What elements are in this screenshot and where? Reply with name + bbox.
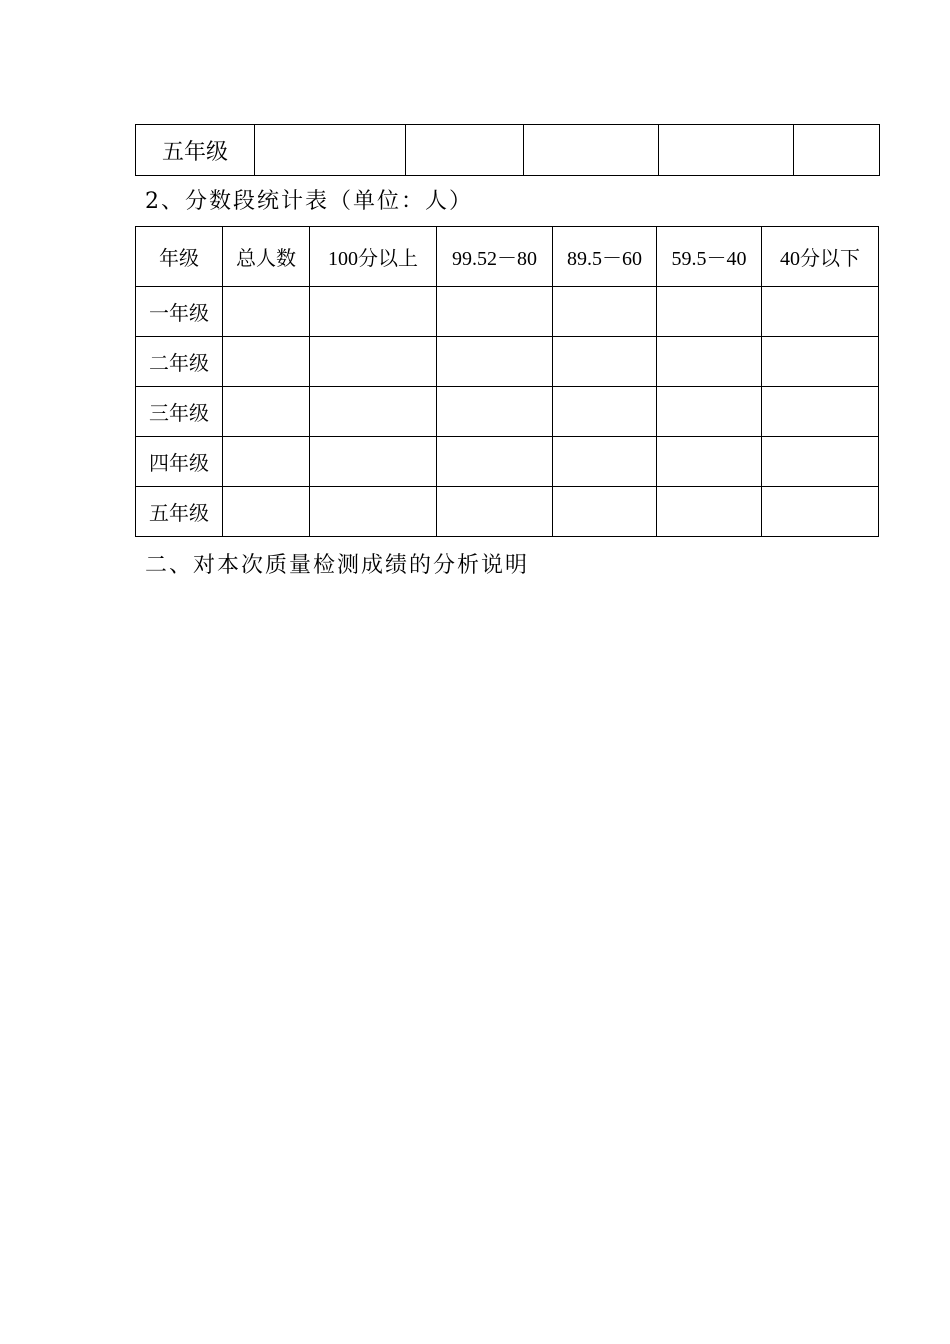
table-cell bbox=[437, 437, 553, 487]
table-row bbox=[136, 287, 879, 337]
column-header-total: 总人数 bbox=[223, 227, 310, 287]
table-header-row bbox=[136, 227, 879, 287]
grade-summary-table-fragment bbox=[135, 124, 880, 176]
table-cell bbox=[223, 487, 310, 537]
table-cell bbox=[223, 287, 310, 337]
table-cell bbox=[223, 387, 310, 437]
analysis-section-heading: 二、对本次质量检测成绩的分析说明 bbox=[145, 553, 530, 578]
column-header-40-59: 59.5－40 bbox=[657, 227, 762, 287]
table-cell bbox=[437, 337, 553, 387]
table-cell bbox=[437, 287, 553, 337]
table-cell bbox=[762, 337, 879, 387]
table-cell bbox=[657, 437, 762, 487]
table-cell bbox=[553, 337, 657, 387]
column-header-grade: 年级 bbox=[136, 227, 223, 287]
row-label-grade-2: 二年级 bbox=[136, 337, 223, 387]
table-cell bbox=[553, 287, 657, 337]
empty-cell bbox=[659, 125, 794, 176]
table-cell bbox=[223, 337, 310, 387]
empty-cell bbox=[794, 125, 880, 176]
table-row bbox=[136, 125, 880, 176]
empty-cell bbox=[524, 125, 659, 176]
table-cell bbox=[437, 487, 553, 537]
table-cell bbox=[762, 487, 879, 537]
empty-cell bbox=[255, 125, 406, 176]
table-cell bbox=[762, 437, 879, 487]
empty-cell bbox=[406, 125, 524, 176]
table-cell bbox=[310, 487, 437, 537]
table-cell bbox=[553, 437, 657, 487]
row-label-grade-4: 四年级 bbox=[136, 437, 223, 487]
table-cell bbox=[657, 287, 762, 337]
table-cell bbox=[657, 487, 762, 537]
table-cell bbox=[553, 387, 657, 437]
table-cell bbox=[553, 487, 657, 537]
table-cell bbox=[437, 387, 553, 437]
table-cell bbox=[762, 387, 879, 437]
table-cell bbox=[657, 337, 762, 387]
table-row bbox=[136, 437, 879, 487]
table-cell bbox=[223, 437, 310, 487]
table-row bbox=[136, 487, 879, 537]
column-header-80-99: 99.52－80 bbox=[437, 227, 553, 287]
table-cell bbox=[762, 287, 879, 337]
column-header-100-above: 100分以上 bbox=[310, 227, 437, 287]
table-cell bbox=[310, 437, 437, 487]
table-cell bbox=[310, 337, 437, 387]
table-cell bbox=[310, 287, 437, 337]
column-header-60-89: 89.5－60 bbox=[553, 227, 657, 287]
table-row bbox=[136, 337, 879, 387]
table-row bbox=[136, 387, 879, 437]
section-2-title: 2、分数段统计表（单位：人） bbox=[145, 189, 473, 214]
table-cell bbox=[657, 387, 762, 437]
row-label-grade-3: 三年级 bbox=[136, 387, 223, 437]
row-label-grade-5: 五年级 bbox=[136, 487, 223, 537]
column-header-below-40: 40分以下 bbox=[762, 227, 879, 287]
table-cell bbox=[310, 387, 437, 437]
row-label-grade-1: 一年级 bbox=[136, 287, 223, 337]
row-label-grade-5: 五年级 bbox=[136, 125, 255, 176]
score-distribution-table bbox=[135, 226, 879, 537]
